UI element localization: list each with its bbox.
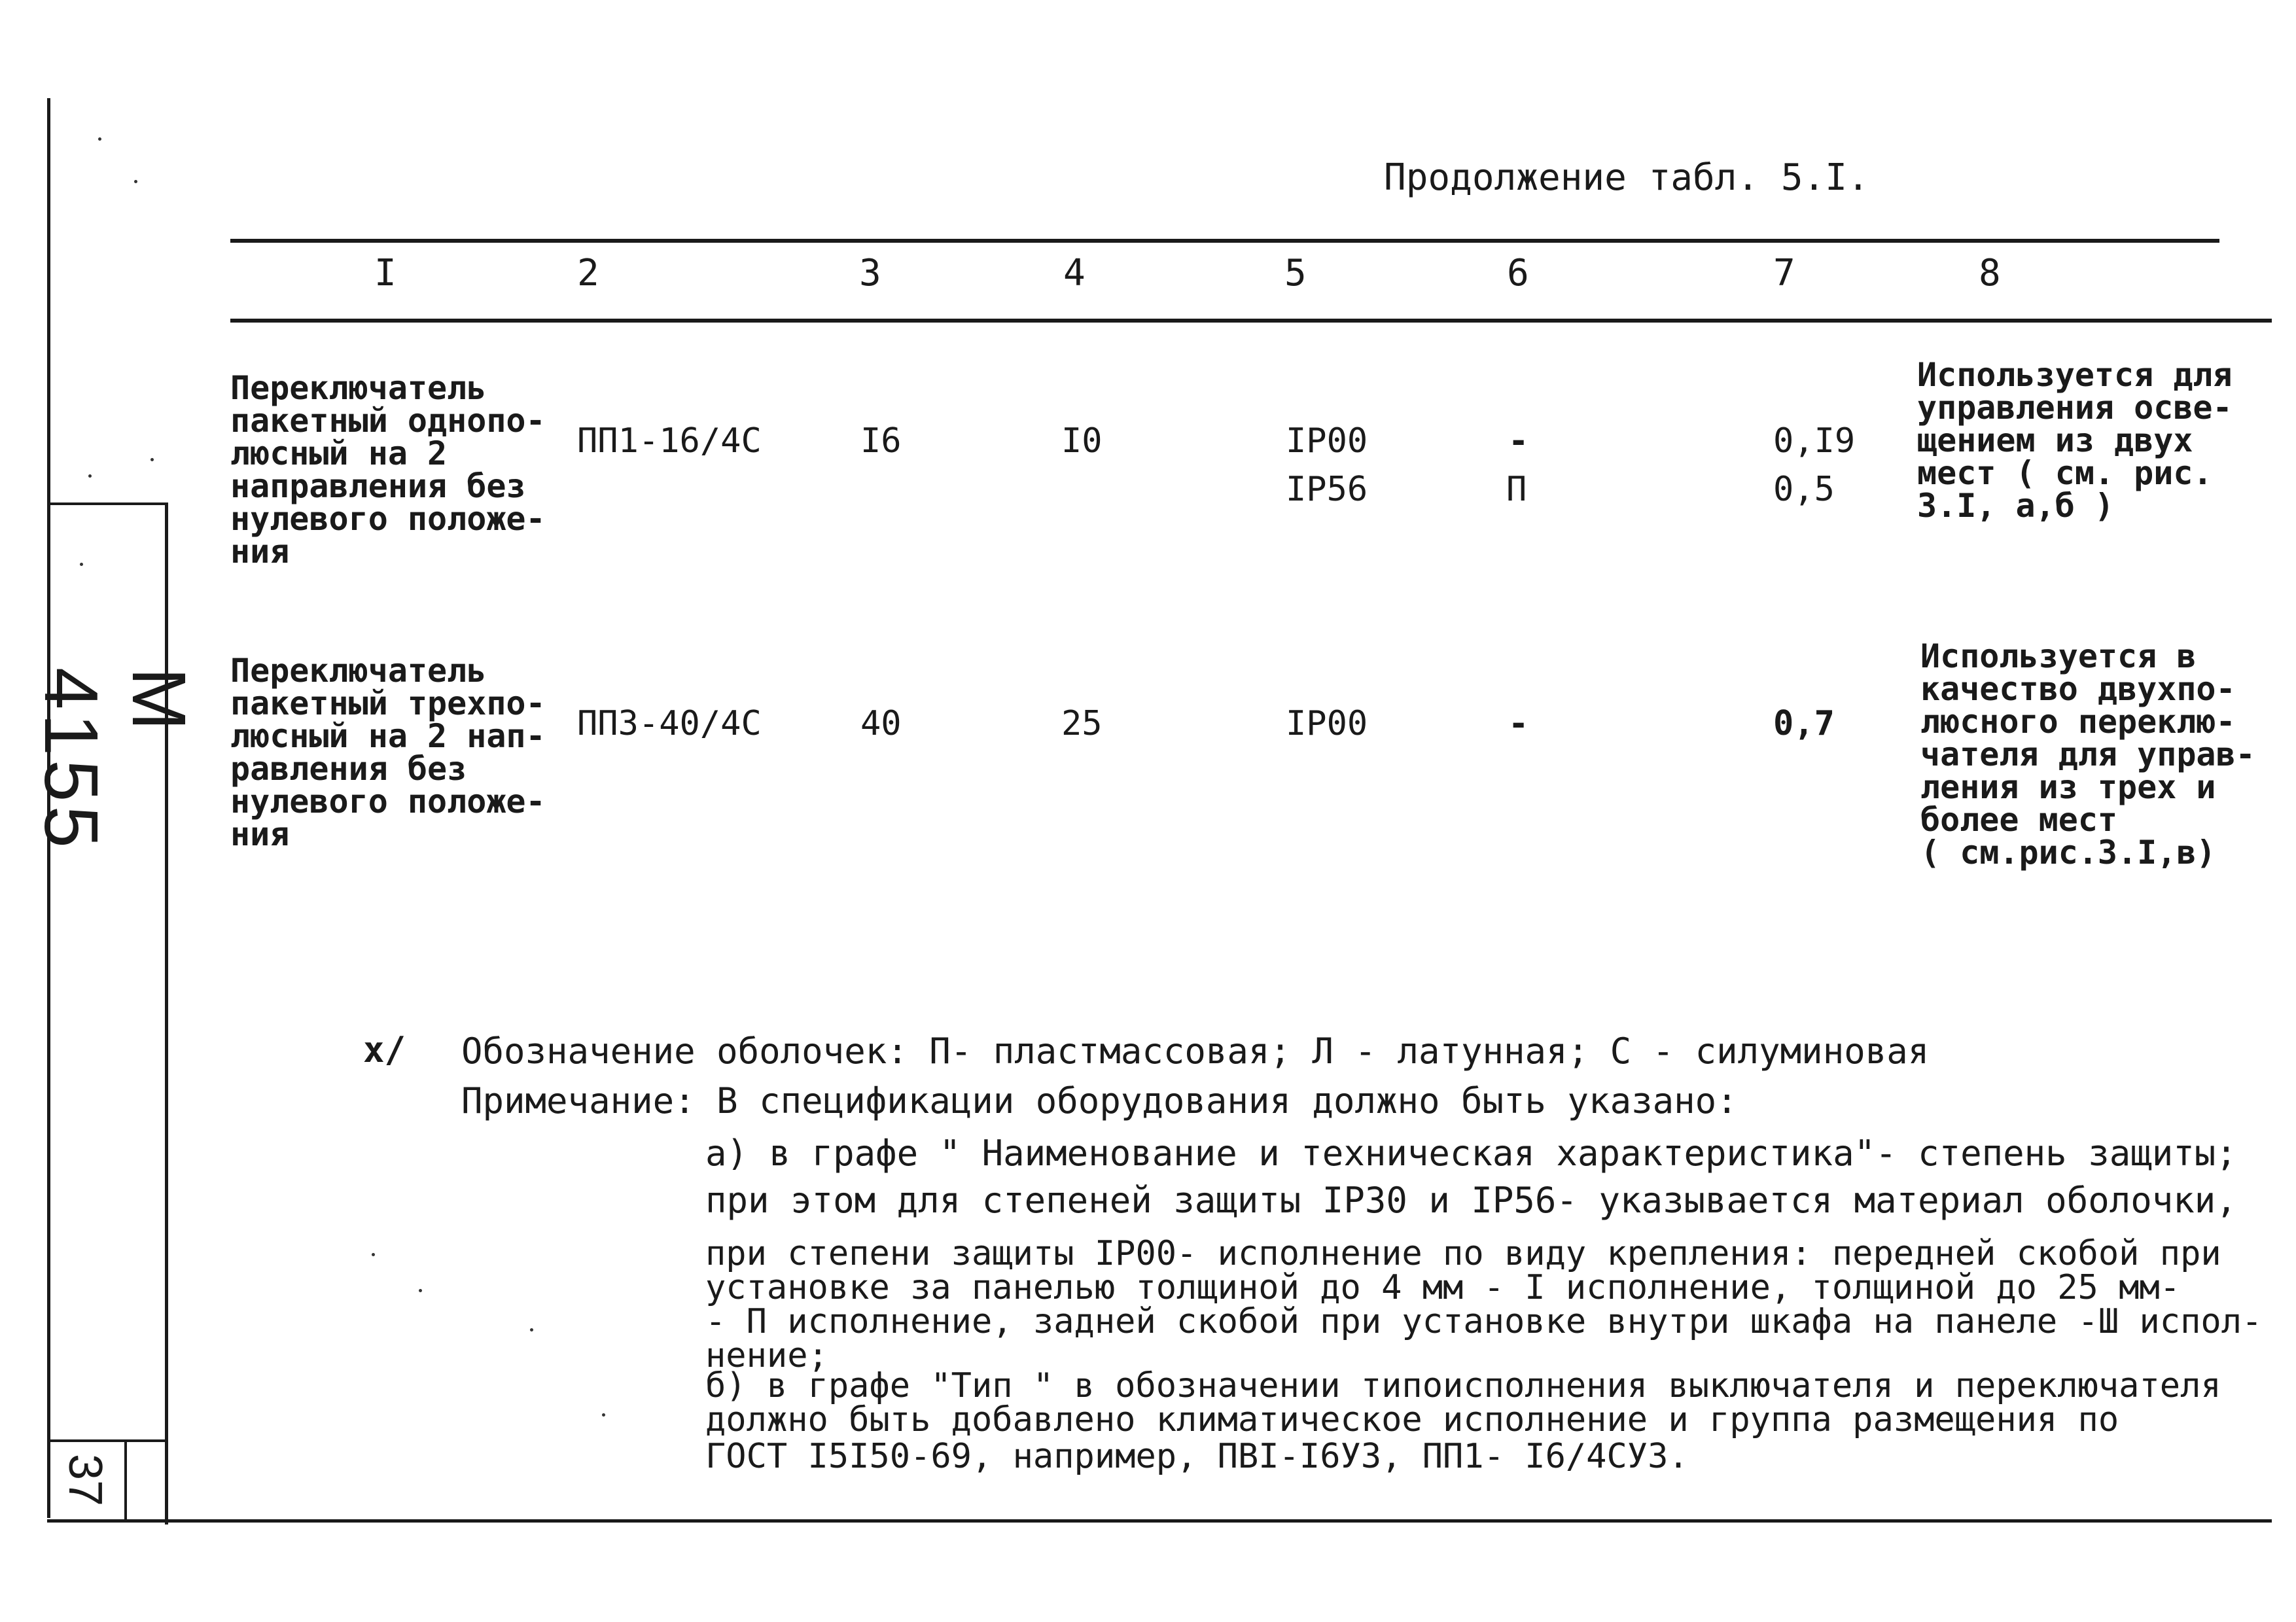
footnote-line5: при степени защиты IP00- исполнение по виду крепления: передней скобой при bbox=[705, 1234, 2221, 1273]
footnote-line2: Примечание: В спецификации оборудования должно быть указано: bbox=[461, 1080, 1738, 1121]
row1-col6a: - bbox=[1508, 421, 1529, 461]
row1-col5b: IP56 bbox=[1286, 470, 1368, 509]
column-header-1: I bbox=[374, 252, 397, 294]
row1-col5a: IP00 bbox=[1286, 421, 1368, 461]
scan-speck bbox=[98, 137, 101, 141]
column-header-8: 8 bbox=[1979, 252, 2001, 294]
row2-col5a: IP00 bbox=[1286, 704, 1368, 743]
row1-col3: I6 bbox=[860, 421, 902, 461]
row1-type: ПП1-16/4С bbox=[577, 421, 762, 461]
footnote-line10: должно быть добавлено климатическое исполнение и группа размещения по bbox=[705, 1400, 2119, 1439]
row2-type: ПП3-40/4С bbox=[577, 704, 762, 743]
scan-speck bbox=[419, 1289, 422, 1292]
footnote-line11: ГОСТ I5I50-69, например, ПВI-I6У3, ПП1- I6/4СУ3. bbox=[705, 1437, 1689, 1476]
footnote-line3: а) в графе " Наименование и техническая характеристика"- степень защиты; bbox=[705, 1133, 2237, 1174]
sheet-box-divider bbox=[124, 1439, 127, 1521]
scan-speck bbox=[80, 563, 83, 566]
row2-col3: 40 bbox=[860, 704, 902, 743]
row1-col7a: 0,I9 bbox=[1773, 421, 1856, 461]
footnote-line4: при этом для степеней защиты IP30 и IP56- указывается материал оболочки, bbox=[705, 1180, 2237, 1221]
footnote-line6: установке за панелью толщиной до 4 мм - I исполнение, толщиной до 25 мм- bbox=[705, 1268, 2181, 1307]
row2-col7a: 0,7 bbox=[1773, 704, 1835, 743]
table-caption: Продолжение табл. 5.I. bbox=[1384, 156, 1869, 199]
footnote-line1: Обозначение оболочек: П- пластмассовая; Л - латунная; С - силуминовая bbox=[461, 1031, 1930, 1072]
stamp-box-bottom-line bbox=[47, 1439, 168, 1442]
sheet-number: 37 bbox=[59, 1453, 111, 1507]
archive-stamp: М 4155 bbox=[29, 667, 202, 853]
scan-speck bbox=[134, 180, 137, 183]
footnote-line8: нение; bbox=[705, 1336, 828, 1375]
scan-speck bbox=[372, 1253, 375, 1256]
column-header-2: 2 bbox=[577, 252, 599, 294]
row2-col4: 25 bbox=[1061, 704, 1103, 743]
footnote-marker: x/ bbox=[363, 1029, 406, 1070]
stamp-box-right-line bbox=[165, 504, 168, 1525]
stamp-box-top-line bbox=[47, 502, 168, 505]
page-bottom-line bbox=[47, 1519, 2272, 1523]
row1-name: Переключатель пакетный однопо- люсный на 2 направления без нулевого положе- ния bbox=[230, 369, 546, 571]
scan-speck bbox=[150, 458, 154, 461]
column-header-4: 4 bbox=[1063, 252, 1086, 294]
row2-name: Переключатель пакетный трехпо- люсный на 2 нап- равления без нулевого положе- ния bbox=[230, 652, 546, 853]
column-header-3: 3 bbox=[859, 252, 881, 294]
scan-speck bbox=[602, 1413, 605, 1417]
row1-col7b: 0,5 bbox=[1773, 470, 1835, 509]
column-header-5: 5 bbox=[1284, 252, 1307, 294]
row1-note: Используется для управления осве- щением из двух мест ( см. рис. 3.I, а,б ) bbox=[1917, 356, 2233, 525]
scan-speck bbox=[88, 474, 92, 478]
table-top-rule bbox=[230, 239, 2219, 243]
row2-col6a: - bbox=[1508, 704, 1529, 743]
column-header-7: 7 bbox=[1773, 252, 1795, 294]
row1-col4: I0 bbox=[1061, 421, 1103, 461]
row1-col6b: П bbox=[1506, 470, 1527, 509]
footnote-line9: б) в графе "Тип " в обозначении типоисполнения выключателя и переключателя bbox=[705, 1366, 2221, 1405]
column-header-6: 6 bbox=[1507, 252, 1529, 294]
table-header-rule bbox=[230, 319, 2272, 323]
footnote-line7: - П исполнение, задней скобой при установке внутри шкафа на панеле -Ш испол- bbox=[705, 1302, 2263, 1341]
scan-speck bbox=[530, 1328, 533, 1331]
row2-note: Используется в качество двухпо- люсного переклю- чателя для управ- ления из трех и более мест ( см.рис.3.I,в) bbox=[1920, 637, 2255, 872]
